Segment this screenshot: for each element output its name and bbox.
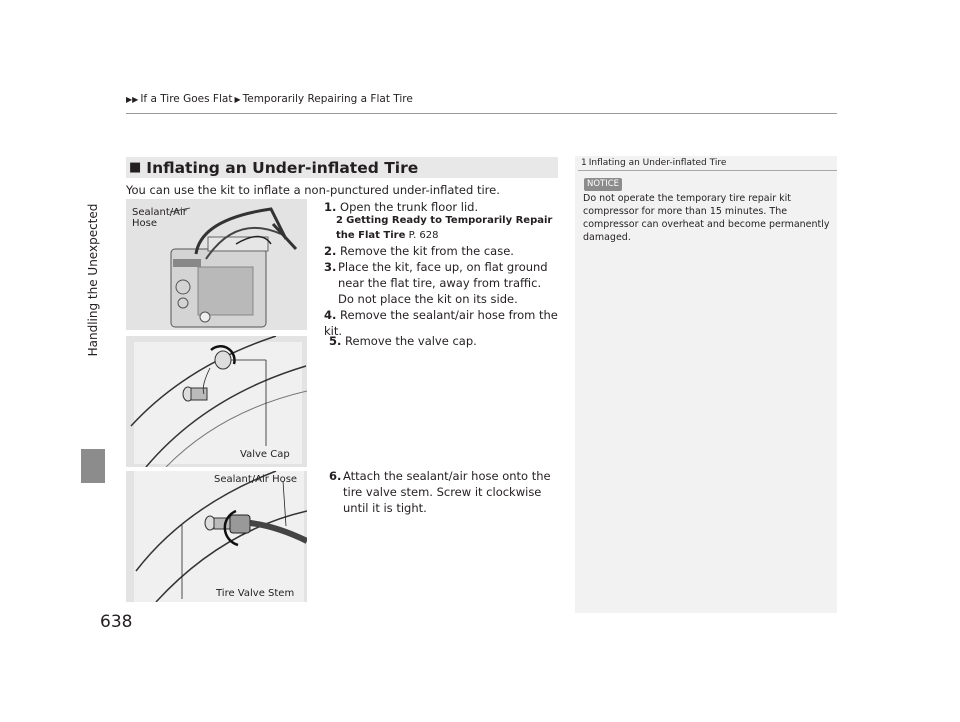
intro-text: You can use the kit to inflate a non-punctured under-inflated tire. bbox=[126, 183, 500, 197]
cross-reference[interactable] bbox=[336, 213, 560, 243]
header-divider bbox=[126, 113, 837, 114]
square-bullet-icon: ■ bbox=[129, 160, 142, 175]
figure-valve-cap bbox=[126, 336, 307, 467]
notice-badge: NOTICE bbox=[584, 178, 622, 191]
section-heading bbox=[126, 157, 558, 178]
sidebar-title bbox=[581, 158, 726, 168]
chevron-right-icon: ▶ bbox=[234, 94, 241, 104]
sidebar-divider bbox=[578, 170, 837, 171]
breadcrumb-item[interactable]: If a Tire Goes Flat bbox=[140, 93, 233, 105]
figure-label: Sealant/Air Hose bbox=[214, 474, 298, 485]
figure-label: Tire Valve Stem bbox=[216, 588, 295, 599]
side-tab bbox=[73, 100, 113, 460]
figure-label: Valve Cap bbox=[240, 449, 290, 460]
step-text: Open the trunk floor lid. bbox=[340, 200, 479, 214]
step-5 bbox=[329, 333, 559, 349]
step-text: Remove the valve cap. bbox=[345, 334, 477, 348]
step-2 bbox=[324, 243, 560, 259]
sidebar-title-text: Inflating an Under-inflated Tire bbox=[588, 158, 727, 168]
step-number: 4. bbox=[324, 308, 337, 322]
step-3 bbox=[324, 259, 560, 307]
note-marker-icon: 1 bbox=[581, 158, 587, 168]
reference-title[interactable]: Getting Ready to Temporarily Repair the Flat Tire bbox=[336, 215, 553, 241]
step-6 bbox=[329, 468, 559, 516]
hose-attach-illustration bbox=[126, 471, 307, 602]
breadcrumb bbox=[126, 93, 413, 105]
side-tab-label: Handling the Unexpected bbox=[86, 203, 100, 357]
reference-arrow-icon: 2 bbox=[336, 215, 343, 226]
figure-repair-kit bbox=[126, 199, 307, 330]
page-number: 638 bbox=[100, 612, 133, 632]
step-text: Remove the sealant/air hose from the kit. bbox=[324, 308, 558, 338]
step-number: 2. bbox=[324, 244, 337, 258]
breadcrumb-item[interactable]: Temporarily Repairing a Flat Tire bbox=[242, 93, 413, 105]
section-title: Inflating an Under-inflated Tire bbox=[146, 158, 419, 177]
sidebar-text: Do not operate the temporary tire repair kit compressor for more than 15 minutes. The compressor can overheat and become permanently damaged. bbox=[583, 193, 830, 243]
step-text: Place the kit, face up, on flat ground near the flat tire, away from traffic. Do not place the kit on its side. bbox=[338, 260, 548, 306]
reference-page: P. 628 bbox=[408, 230, 439, 241]
step-number: 5. bbox=[329, 334, 342, 348]
valve-cap-illustration bbox=[126, 336, 307, 467]
step-text: Remove the kit from the case. bbox=[340, 244, 514, 258]
step-number: 1. bbox=[324, 200, 337, 214]
step-number: 6. bbox=[329, 469, 342, 483]
side-tab-marker bbox=[81, 449, 105, 483]
step-text: Attach the sealant/air hose onto the tire valve stem. Screw it clockwise until it is tight. bbox=[343, 469, 551, 515]
step-number: 3. bbox=[324, 260, 337, 274]
figure-label: Sealant/Air Hose bbox=[132, 207, 187, 229]
figure-hose-attach bbox=[126, 471, 307, 602]
chevron-right-icon: ▶▶ bbox=[126, 94, 139, 104]
